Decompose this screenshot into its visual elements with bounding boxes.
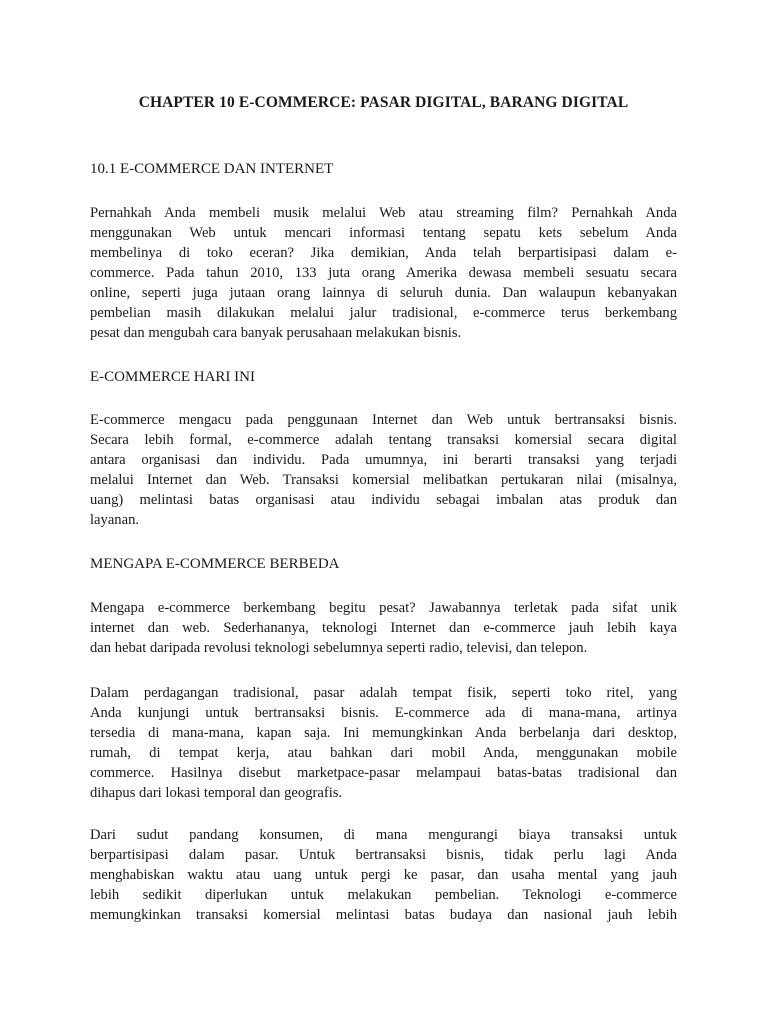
paragraph-line: lebih sedikit diperlukan untuk melakukan pembelian. Teknologi e-commerce [90, 887, 677, 903]
paragraph-line: menggunakan Web untuk mencari informasi tentang sepatu kets sebelum Anda [90, 225, 677, 241]
paragraph-line: pesat dan mengubah cara banyak perusahaan melakukan bisnis. [90, 325, 462, 341]
chapter-title: CHAPTER 10 E-COMMERCE: PASAR DIGITAL, BARANG DIGITAL [138, 94, 629, 111]
paragraph-line: Pernahkah Anda membeli musik melalui Web atau streaming film? Pernahkah Anda [90, 205, 677, 221]
paragraph-line: berpartisipasi dalam pasar. Untuk bertransaksi bisnis, tidak perlu lagi Anda [90, 847, 677, 863]
paragraph-2 [90, 410, 677, 530]
paragraph-line: menghabiskan waktu atau uang untuk pergi ke pasar, dan usaha mental yang jauh [90, 867, 677, 883]
paragraph-line: memungkinkan transaksi komersial melintasi batas budaya dan nasional jauh lebih [90, 907, 677, 923]
paragraph-line: antara organisasi dan individu. Pada umumnya, ini berarti transaksi yang terjadi [90, 452, 677, 468]
section-heading-ecommerce-internet: 10.1 E-COMMERCE DAN INTERNET [90, 161, 334, 177]
paragraph-line: tersedia di mana-mana, kapan saja. Ini memungkinkan Anda berbelanja dari desktop, [90, 725, 677, 741]
section-heading-why-different: MENGAPA E-COMMERCE BERBEDA [90, 556, 340, 572]
paragraph-line: melalui Internet dan Web. Transaksi komersial melibatkan pertukaran nilai (misalnya, [90, 472, 677, 488]
paragraph-line: E-commerce mengacu pada penggunaan Internet dan Web untuk bertransaksi bisnis. [90, 412, 677, 428]
paragraph-line: Dalam perdagangan tradisional, pasar adalah tempat fisik, seperti toko ritel, yang [90, 685, 677, 701]
paragraph-line: online, seperti juga jutaan orang lainnya di seluruh dunia. Dan walaupun kebanyakan [90, 285, 677, 301]
paragraph-line: Dari sudut pandang konsumen, di mana mengurangi biaya transaksi untuk [90, 827, 677, 843]
paragraph-line: Mengapa e-commerce berkembang begitu pesat? Jawabannya terletak pada sifat unik [90, 600, 677, 616]
paragraph-line: pembelian masih dilakukan melalui jalur tradisional, e-commerce terus berkembang [90, 305, 677, 321]
paragraph-line: Anda kunjungi untuk bertransaksi bisnis. E-commerce ada di mana-mana, artinya [90, 705, 677, 721]
paragraph-5 [90, 825, 677, 925]
section-heading-ecommerce-today: E-COMMERCE HARI INI [90, 369, 255, 385]
paragraph-line: uang) melintasi batas organisasi atau individu sebagai imbalan atas produk dan [90, 492, 677, 508]
paragraph-line: membelinya di toko eceran? Jika demikian, Anda telah berpartisipasi dalam e- [90, 245, 677, 261]
paragraph-line: dan hebat daripada revolusi teknologi sebelumnya seperti radio, televisi, dan telepon. [90, 640, 588, 656]
paragraph-line: dihapus dari lokasi temporal dan geografis. [90, 785, 343, 801]
paragraph-line: commerce. Hasilnya disebut marketpace-pasar melampaui batas-batas tradisional dan [90, 765, 677, 781]
paragraph-line: Secara lebih formal, e-commerce adalah tentang transaksi komersial secara digital [90, 432, 677, 448]
paragraph-line: internet dan web. Sederhananya, teknologi Internet dan e-commerce jauh lebih kaya [90, 620, 677, 636]
paragraph-line: layanan. [90, 512, 140, 528]
paragraph-3 [90, 598, 677, 658]
paragraph-line: commerce. Pada tahun 2010, 133 juta orang Amerika dewasa membeli sesuatu secara [90, 265, 677, 281]
paragraph-line: rumah, di tempat kerja, atau bahkan dari mobil Anda, menggunakan mobile [90, 745, 677, 761]
paragraph-4 [90, 683, 677, 803]
paragraph-1 [90, 203, 677, 343]
